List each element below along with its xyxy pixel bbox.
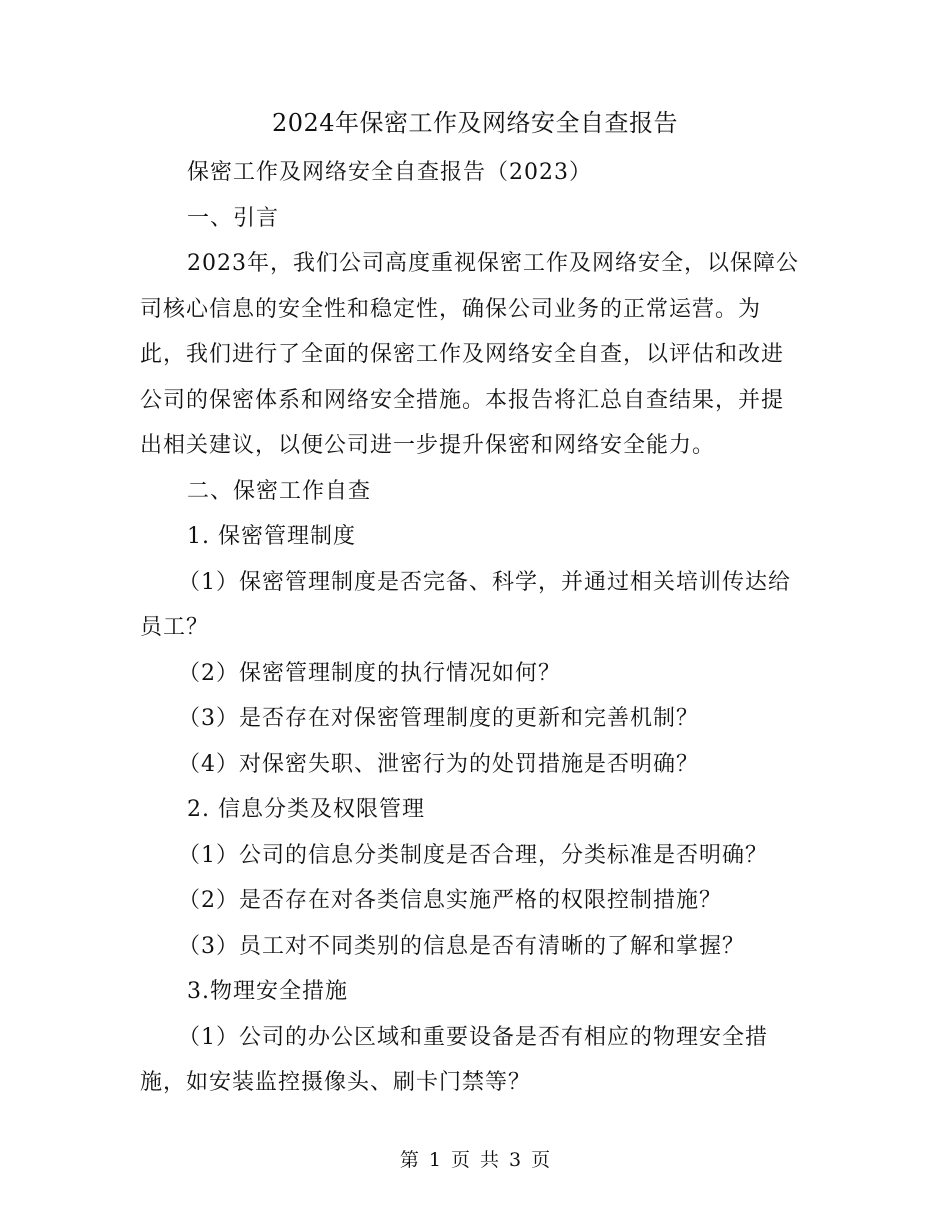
section-heading-confidentiality: 二、保密工作自查 (187, 478, 372, 504)
intro-paragraph: 2023年，我们公司高度重视保密工作及网络安全，以保障公司核心信息的安全性和稳定性，确保公司业务的正常运营。为此，我们进行了全面的保密工作及网络安全自查，以评估和改进公司的保密体系和网络安全措施。本报告将汇总自查结果，并提出相关建议，以便公司进一步提升保密和网络安全能力。 (140, 251, 799, 458)
question-item: （2）是否存在对各类信息实施严格的权限控制措施？ (178, 888, 722, 913)
question-item: （2）保密管理制度的执行情况如何？ (178, 660, 561, 686)
section-heading-intro: 一、引言 (187, 205, 280, 231)
question-item: （3）员工对不同类别的信息是否有清晰的了解和掌握？ (178, 933, 745, 959)
question-item: （4）对保密失职、泄密行为的处罚措施是否明确？ (178, 751, 699, 777)
subsection-heading-classification: 2. 信息分类及权限管理 (187, 797, 425, 822)
page-number: 第 1 页 共 3 页 (399, 1149, 551, 1171)
subsection-heading-management: 1. 保密管理制度 (187, 524, 356, 549)
question-item: （3）是否存在对保密管理制度的更新和完善机制？ (178, 706, 699, 731)
question-item: （1）保密管理制度是否完备、科学，并通过相关培训传达给员工？ (140, 569, 791, 640)
document-title: 2024年保密工作及网络安全自查报告 (271, 109, 679, 137)
question-item: （1）公司的办公区域和重要设备是否有相应的物理安全措施，如安装监控摄像头、刷卡门禁等？ (140, 1024, 768, 1095)
document-subtitle: 保密工作及网络安全自查报告（2023） (187, 160, 592, 185)
document-body (140, 150, 800, 1106)
question-item: （1）公司的信息分类制度是否合理，分类标准是否明确？ (178, 842, 768, 868)
subsection-heading-physical: 3.物理安全措施 (187, 979, 348, 1004)
